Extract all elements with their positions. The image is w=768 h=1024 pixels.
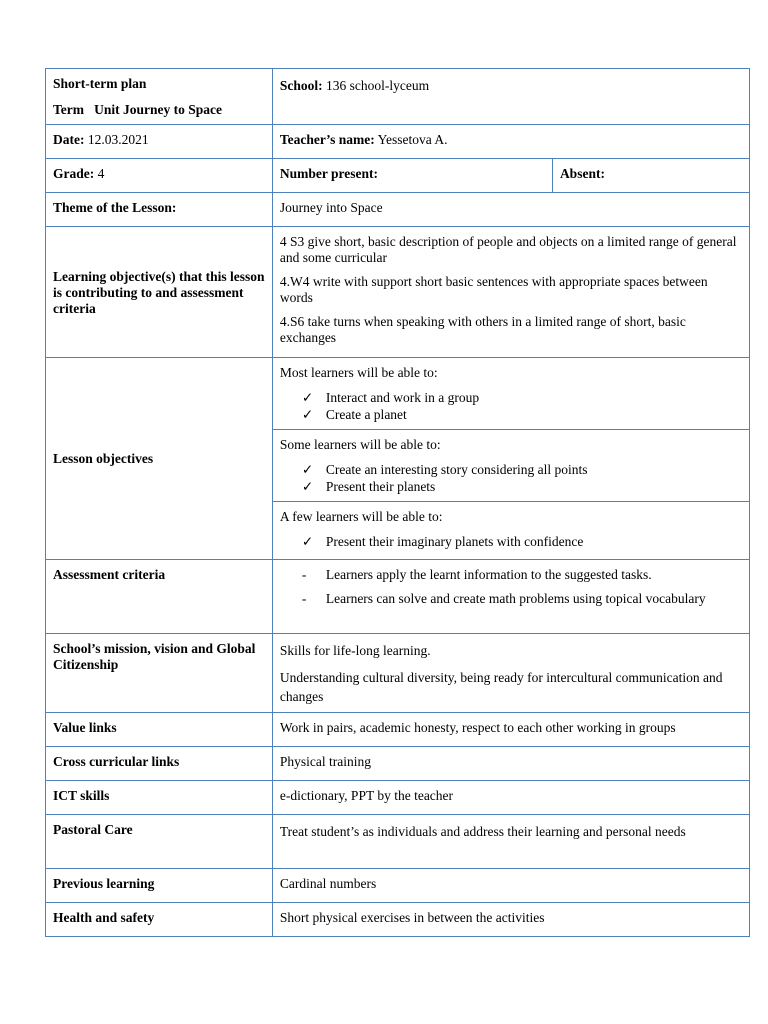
previous-learning-cell: [272, 869, 749, 903]
date-cell: [46, 125, 273, 159]
most-learners-heading: Most learners will be able to:: [279, 365, 438, 380]
learning-objectives-label: Learning objective(s) that this lesson is contributing to and assessment criteria: [53, 268, 265, 316]
learning-objective-item: 4 S3 give short, basic description of people and objects on a limited range of general and some curricular: [279, 234, 737, 265]
learning-objectives-row: [46, 227, 750, 358]
list-item: ✓ Present their planets: [301, 479, 436, 494]
lesson-objectives-label-cell: [46, 358, 273, 560]
previous-learning-label-cell: [46, 869, 273, 903]
absent-label: Absent:: [559, 166, 605, 181]
short-term-plan-table: [45, 68, 750, 937]
most-learners-list: [302, 389, 743, 423]
pastoral-label: Pastoral Care: [53, 822, 133, 837]
teacher-cell: [272, 125, 749, 159]
grade-label: Grade:: [53, 166, 95, 181]
number-present-label: Number present:: [279, 166, 378, 181]
mission-row: [46, 634, 750, 713]
list-item: ✓ Present their imaginary planets with confidence: [301, 534, 584, 549]
dash-marker: -: [301, 567, 307, 582]
theme-value-cell: [272, 193, 749, 227]
check-icon: ✓: [301, 479, 314, 494]
theme-value: Journey into Space: [279, 200, 383, 215]
unit-title: Unit Journey to Space: [94, 102, 222, 117]
some-learners-heading: Some learners will be able to:: [279, 437, 441, 452]
date-value: 12.03.2021: [87, 132, 149, 147]
theme-label-cell: [46, 193, 273, 227]
health-label: Health and safety: [53, 910, 155, 925]
check-icon: ✓: [301, 407, 314, 422]
assessment-label: Assessment criteria: [53, 567, 166, 582]
pastoral-cell: [272, 815, 749, 869]
lesson-objectives-row-most: [46, 358, 750, 430]
health-label-cell: [46, 903, 273, 937]
list-item: - Learners can solve and create math problems using topical vocabulary: [301, 591, 706, 606]
check-icon: ✓: [301, 390, 314, 405]
health-cell: [272, 903, 749, 937]
value-links-cell: [272, 713, 749, 747]
lesson-objectives-label: Lesson objectives: [53, 451, 154, 466]
mission-line: Skills for life-long learning.: [279, 643, 431, 658]
assessment-row: [46, 560, 750, 634]
cross-curricular-row: [46, 747, 750, 781]
dash-marker: -: [301, 591, 307, 606]
ict-value: e-dictionary, PPT by the teacher: [279, 788, 454, 803]
term-label: Term: [53, 102, 84, 117]
ict-label: ICT skills: [53, 788, 110, 803]
school-value: 136 school-lyceum: [325, 78, 430, 93]
value-links-row: [46, 713, 750, 747]
absent-cell: [552, 159, 749, 193]
grade-row: [46, 159, 750, 193]
learning-objective-item: 4.S6 take turns when speaking with others in a limited range of short, basic exchanges: [279, 314, 686, 345]
few-learners-list: [302, 533, 743, 550]
school-label: School:: [279, 78, 323, 93]
health-row: [46, 903, 750, 937]
cross-curricular-label-cell: [46, 747, 273, 781]
most-learners-cell: [272, 358, 749, 430]
mission-label-cell: [46, 634, 273, 713]
value-links-label-cell: [46, 713, 273, 747]
mission-label: School’s mission, vision and Global Citizenship: [53, 641, 256, 672]
some-learners-list: [302, 461, 743, 495]
plan-title: Short-term plan: [53, 76, 147, 91]
ict-cell: [272, 781, 749, 815]
plan-title-cell: [46, 69, 273, 125]
pastoral-label-cell: [46, 815, 273, 869]
list-item: ✓ Create a planet: [301, 407, 407, 422]
mission-line: Understanding cultural diversity, being ready for intercultural communication and changes: [279, 670, 723, 704]
mission-cell: [272, 634, 749, 713]
check-icon: ✓: [301, 462, 314, 477]
learning-objectives-label-cell: [46, 227, 273, 358]
list-item: ✓ Interact and work in a group: [301, 390, 480, 405]
assessment-label-cell: [46, 560, 273, 634]
school-cell: [272, 69, 749, 125]
previous-learning-value: Cardinal numbers: [279, 876, 377, 891]
number-present-cell: [272, 159, 552, 193]
theme-label: Theme of the Lesson:: [53, 200, 177, 215]
date-label: Date:: [53, 132, 85, 147]
learning-objectives-cell: [272, 227, 749, 358]
cross-curricular-cell: [272, 747, 749, 781]
grade-cell: [46, 159, 273, 193]
ict-label-cell: [46, 781, 273, 815]
list-item: ✓ Create an interesting story considering all points: [301, 462, 588, 477]
pastoral-value: Treat student’s as individuals and address their learning and personal needs: [279, 824, 686, 839]
some-learners-cell: [272, 430, 749, 502]
pastoral-row: [46, 815, 750, 869]
date-row: [46, 125, 750, 159]
few-learners-cell: [272, 502, 749, 560]
value-links-label: Value links: [53, 720, 117, 735]
value-links-value: Work in pairs, academic honesty, respect to each other working in groups: [279, 720, 676, 735]
ict-row: [46, 781, 750, 815]
teacher-label: Teacher’s name:: [279, 132, 375, 147]
header-row: [46, 69, 750, 125]
grade-value: 4: [97, 166, 105, 181]
cross-curricular-label: Cross curricular links: [53, 754, 180, 769]
previous-learning-label: Previous learning: [53, 876, 155, 891]
previous-learning-row: [46, 869, 750, 903]
health-value: Short physical exercises in between the activities: [279, 910, 545, 925]
list-item: - Learners apply the learnt information to the suggested tasks.: [301, 567, 652, 582]
theme-row: [46, 193, 750, 227]
few-learners-heading: A few learners will be able to:: [279, 509, 443, 524]
cross-curricular-value: Physical training: [279, 754, 371, 769]
learning-objective-item: 4.W4 write with support short basic sentences with appropriate spaces between words: [279, 274, 708, 305]
assessment-list: [302, 567, 743, 607]
check-icon: ✓: [301, 534, 314, 549]
teacher-value: Yessetova A.: [377, 132, 448, 147]
assessment-cell: [272, 560, 749, 634]
